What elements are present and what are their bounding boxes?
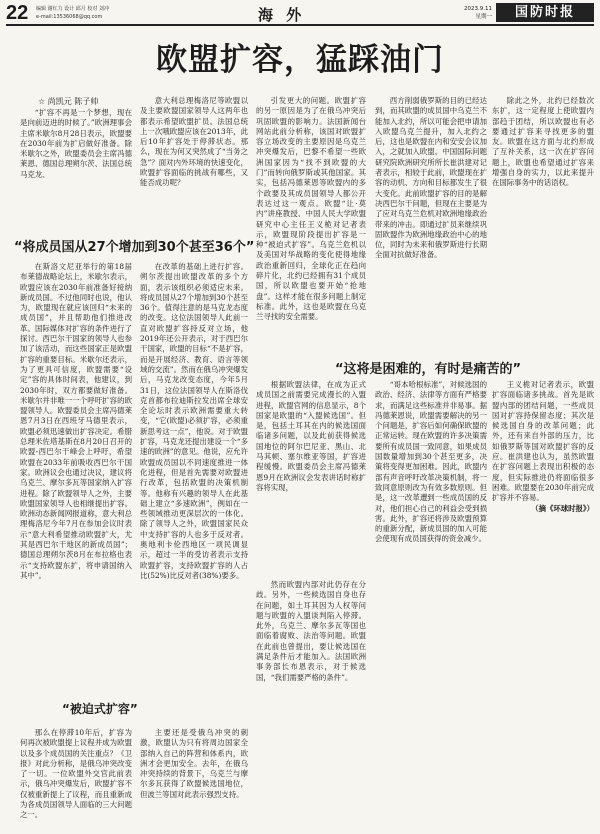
column-9 (140, 728, 248, 828)
paragraph: 意大利总理梅洛尼等欧盟以及主要欧盟国家领导人这两年也都表示希望欧盟扩员。法国总统上一次哦欧盟应该在2013年，此后10年扩容处于停滞状态。那么，现在为何又突然成了“当务之急”？面对内外环境的快速变化，欧盟扩容面临的挑战有哪些，又能否成功呢？ (140, 96, 248, 188)
column-10 (256, 580, 366, 828)
issue-weekday: 星期一 (475, 14, 492, 20)
issue-date-value: 2023.9.11 (464, 6, 492, 12)
paragraph: 那么在停滞10年后，扩容为何再次被欧盟提上议程并成为欧盟以及多个成员国的关注重点？《卫报》对此分析称，是俄乌冲突改变了一切。一位欧盟外交官此前表示，俄乌冲突爆发后，欧盟扩容不仅被重新提上了议程，而且重新成为各成员国领导人面临的三大问题之一。 (20, 728, 132, 820)
newspaper-logo: 国防时报 (496, 3, 594, 22)
header-rule (6, 24, 594, 26)
byline: ☆ 尚凯元 陈子帅 (38, 97, 99, 106)
column-6 (20, 262, 132, 712)
column-3 (256, 96, 366, 336)
paragraph: 根据欧盟法律，在成为正式成员国之前需要完成漫长的入盟进程，欧盟官网的信息显示，8个国家是欧盟的“入盟候选国”。但是，包括土耳其在内的候选国面临诸多问题，以及此前获得候选国地位的阿尔巴尼亚、黑山、北马其顿、塞尔维亚等国，扩容进程缓慢。欧盟委员会主席冯德莱恩9月在欧洲议会发表讲话时称扩容将实现， (256, 380, 366, 492)
paragraph: 主要还是受俄乌冲突的刺激，欧盟认为只有将周边国家全部纳入自己的阵营和体系内，欧洲才会更加安全。去年，在俄乌冲突持续的背景下，乌克兰与摩尔多瓦获得了欧盟候选国地位，但波兰等国对此表示强烈支持。 (140, 728, 248, 799)
subhead-difficult: “这将是困难的，有时是痛苦的” (335, 362, 522, 377)
column-intro (20, 108, 132, 226)
page-number: 22 (6, 2, 29, 24)
paragraph: 在改革的基础上进行扩容。朔尔茨提出欧盟改革的多个方面，表示该组织必须适应未来。将成员国从27个增加到30个甚至36个。值得注意的是马克龙态度的改变。这位法国领导人此前一直对欧盟扩容持反对立场，他2019年还公开表示，对于西巴尔干国家，欧盟的目标“不是扩容，而是开展经济、教育、语言等领域的交流”。然而在俄乌冲突爆发后，马克龙改变态度，今年5月31日，这位法国领导人在斯洛伐克首都布拉迪斯拉发出席全球安全论坛时表示欧洲需要重大转变，“它(欧盟)必须扩容，必须重新思考这一点”，他说。对于欧盟扩容，马克龙还提出建设一个“多速的欧洲”的意见。他说，应允许欧盟成员国以不同速度推进一体化进程，但是首先需要对欧盟进行改革，包括欧盟的决策机制等。他称有兴趣的领导人在此基础上建立“多速欧洲”，例如在一些领域推动更深层次的一体化。除了领导人之外，欧盟国家民众中支持扩容的人也多于反对者。奥地利卡伦西地区一项民调显示，超过一半的受访者表示支持欧盟扩容，支持欧盟扩容的人占比(52%)比反对者(38%)要多。 (140, 262, 248, 580)
paragraph: 除此之外，北约已经数次东扩，这一定程度上使欧盟内部趋于团结，所以欧盟也有必要通过扩容来寻找更多的盟友。欧盟在这方面与北约形成了互补关系，这一次在扩容问题上，欧盟也希望通过扩容来增强自身的实力，以此来提升在国际事务中的话语权。 (492, 96, 594, 188)
paragraph: “哥本哈根标准”，对候选国的政治、经济、法律等方面有严格要求，而满足这些标准并非易事。据冯德莱恩说，欧盟需要解决的另一个问题是，扩容后如何确保欧盟的正常运转。现在欧盟的许多决策需要所有成员国一致同意，如果成员国数量增加到30个甚至更多，决策将变得更加困难。因此，欧盟内部有声音呼吁改革决策机制，将一致同意原则改为有效多数原则。但是，这一改革遭到一些成员国的反对，他们担心自己的利益会受到损害。此外，扩容还将涉及欧盟预算的重新分配，新成员国的加入可能会使现有成员国获得的资金减少。 (375, 380, 487, 544)
source-credit: （摘《环球时报》） (531, 503, 594, 513)
subhead-expansion: “将成员国从27个增加到30个甚至36个” (14, 240, 255, 255)
paragraph: 然而欧盟内部对此仍存在分歧。另外，一些候选国自身也存在问题，如土耳其因为人权等问题与欧盟的入盟谈判陷入停滞。此外，乌克兰、摩尔多瓦等国也面临着腐败、法治等问题。欧盟在此前也曾提出，要让候选国在满足条件后才能加入。法国欧洲事务部长布恩表示，对于候选国，“我们需要严格的条件”。 (256, 580, 366, 682)
editor-email: e-mail:13536068@qq.com (36, 14, 103, 20)
column-intro-2 (140, 96, 248, 224)
column-7 (140, 262, 248, 712)
paragraph: 西方削弱俄罗斯的目的已经达到，而其欧盟的成员国中乌克兰不能加入北约，所以可能会把申请加入欧盟乌克兰提升，加入北约之后，这也是欧盟在内和安安会议加入，之就加入欧盟。中国国际问题研究院欧洲研究所所长崔洪建对记者表示，相较于此前，欧盟现在扩容的动机、方向和目标都发生了很大变化。此前欧盟扩容的目的是解决西巴尔干问题，但现在主要是为了应对乌克兰危机对欧洲地缘政治带来的冲击。即通过扩员来继续巩固欧盟作为欧洲地缘政治中心的地位，同时为未来和俄罗斯进行长期全面对抗做好准备。 (375, 96, 487, 260)
column-13 (256, 380, 366, 580)
issue-date (446, 5, 492, 21)
editor-credits: 编辑 谢红力 设计 邱月 校对 刘冲 (36, 6, 109, 12)
headline: 欧盟扩容，猛踩油门 (156, 42, 444, 78)
paragraph: “扩容不再是一个梦想，现在是向前迈进的时候了。”欧洲理事会主席米歇尔8月28日表示，欧盟要在2030年前为扩启做好准备。除米歇尔之外，欧盟委员会主席冯德莱恩、德国总理朔尔茨、法国总统马克龙、 (20, 108, 132, 179)
column-11 (375, 380, 487, 828)
paragraph: 引发更大的问题。欧盟扩容的另一原因是为了在俄乌冲突后巩固欧盟的影响力。法国新闻台网站此前分析称，该国对欧盟扩容立场改变的主要原因是乌克兰冲突爆发后，巴黎不希望一些欧洲国家因为“找不到欧盟的大门”而转向俄罗斯或其他国家。其实，包括冯德莱恩等欧盟内的多个政要及其成员国领导人都公开表达过这一观点。欧盟“让·莫内”讲座教授、中国人民大学欧盟研究中心主任王义桅对记者表示，欧盟现阶段提出扩容是一种“被迫式扩容”。乌克兰危机以及美国对华战略的变化使得地缘政治重新回归，全球化正在趋向碎片化，北约已经拥有31个成员国，所以欧盟也要开始“抢地盘”。这样才能在很多问题上制定标准。此外，这也是欧盟在乌克兰寻找的安全需要。 (256, 96, 366, 322)
subhead-forced: “被迫式扩容” (62, 702, 138, 716)
column-8 (20, 728, 132, 828)
column-5 (492, 96, 594, 336)
paragraph: 在斯洛文尼亚举行的第18届布莱德战略论坛上，米歇尔表示，欧盟应该在2030年前准备好接纳新成员国。不过他同时也说，他认为，欧盟现在就应该回归“未来的成员国”，并且帮助他们推进改革。国际媒体对扩容的条件进行了探讨。西巴尔干国家的领导人也参加了该活动，而这些国家正是欧盟扩容的重要目标。米歇尔还表示，为了更具可信度，欧盟需要“设定”容的具体时间表，他建议，到2030年时，双方都要做好准备。米歇尔并非唯一一个呼吁扩容的欧盟领导人。欧盟委员会主席冯德莱恩7月3日在西班牙马德里表示，欧盟必须迅速做出扩容决定。希腊总理米佐塔基斯在8月20日召开的欧盟-西巴尔干峰会上呼吁，希望欧盟在2033年前吸收西巴尔干国家。欧洲议会也通过决议，建议将乌克兰、摩尔多瓦等国家纳入扩容进程。除了欧盟领导人之外，主要欧盟国家领导人也相继提出扩容。欧洲动态新闻网报道称，意大利总理梅洛尼今年7月在参加会议时表示“意大利希望推动欧盟扩大，尤其是西巴尔干地区的新成员国”；德国总理朔尔茨8月在布拉格也表示“支持欧盟东扩，将申请国纳入其中”。 (20, 262, 132, 580)
editor-info (36, 5, 109, 21)
column-12 (492, 380, 594, 828)
paragraph: 王义桅对记者表示，欧盟扩容面临诸多挑战。首先是欧盟内部的团结问题，一些成员国对扩容持保留态度；其次是候选国自身的改革问题；此外，还有来自外部的压力，比如俄罗斯等国对欧盟扩容的反应。崔洪建也认为，虽然欧盟在扩容问题上表现出积极的态度，但实际推进仍将面临很多困难。欧盟要在2030年前完成扩容并不容易。 (492, 380, 594, 503)
section-title: 海 外 (258, 6, 306, 24)
column-4 (375, 96, 487, 336)
page-header (0, 0, 600, 28)
